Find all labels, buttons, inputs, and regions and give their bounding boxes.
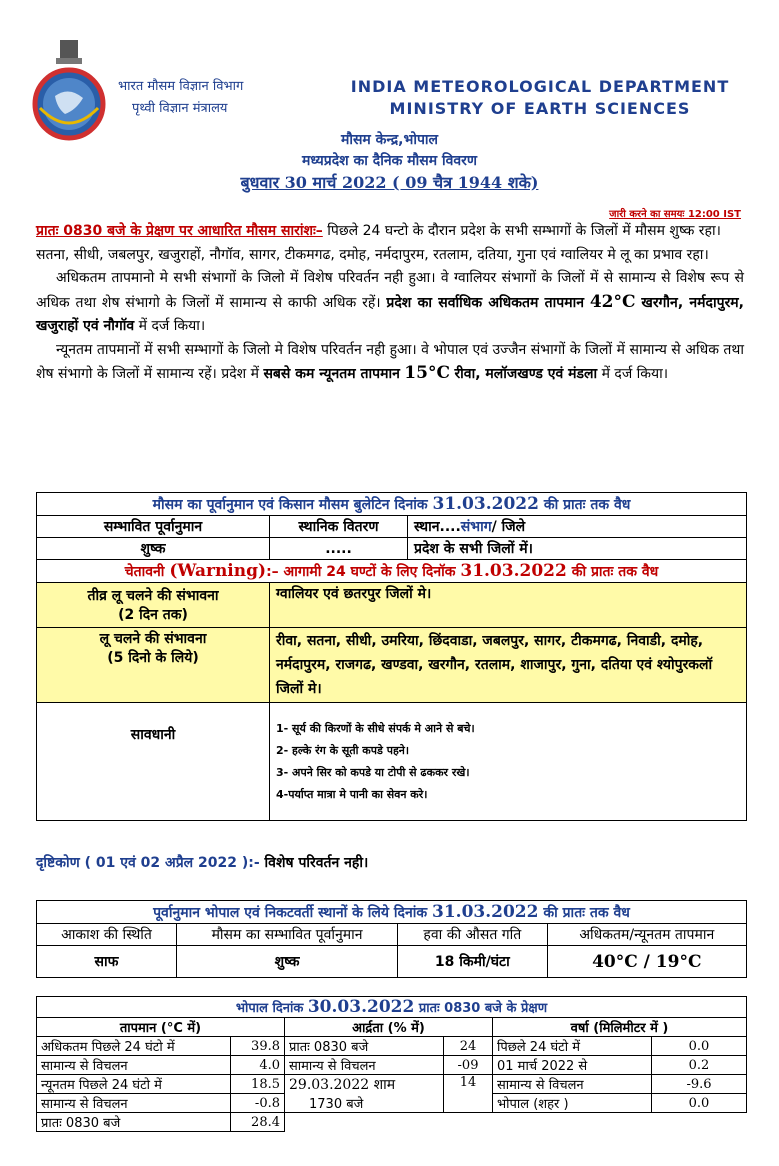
heatwave-label: लू चलने की संभावना (5 दिनो के लिये): [37, 628, 270, 703]
temp-value: -0.8: [231, 1094, 285, 1113]
centre-name: मौसम केन्द्र,भोपाल: [340, 132, 439, 148]
humidity-header: आर्द्रता (% में): [285, 1018, 493, 1037]
hindi-ministry-name: पृथ्वी विज्ञान मंत्रालय: [132, 101, 228, 116]
imd-emblem-icon: [30, 38, 108, 142]
warning-title: चेतावनी (Warning):– आगामी 24 घण्टों के लिए दिनॉक 31.03.2022 की प्रातः तक वैध: [37, 560, 747, 583]
report-title: मध्यप्रदेश का दैनिक मौसम विवरण: [301, 153, 477, 169]
humidity-value: 24: [444, 1037, 493, 1056]
precaution-item: 3- अपने सिर को कपडे या टोपी से ढककर रखे।: [276, 765, 470, 779]
summary-p3-end: में दर्ज किया।: [138, 318, 206, 334]
hindi-dept-name: भारत मौसम विज्ञान विभाग: [118, 79, 244, 94]
outlook-label: दृष्टिकोण ( 01 एवं 02 अप्रैल 2022 ):-: [36, 855, 260, 871]
temp-label: प्रातः 0830 बजे: [37, 1113, 231, 1132]
weather-value: शुष्क: [177, 946, 398, 978]
precaution-label: सावधानी: [37, 703, 270, 821]
temp-value: 18.5: [231, 1075, 285, 1094]
rain-value: 0.2: [652, 1056, 747, 1075]
weather-summary: [36, 220, 744, 387]
place-value: प्रदेश के सभी जिलों में।: [408, 538, 747, 560]
wind-value: 18 किमी/घंटा: [398, 946, 547, 978]
temps-value: 40°C / 19°C: [547, 946, 746, 978]
weather-header: मौसम का सम्भावित पूर्वानुमान: [177, 924, 398, 946]
distribution-value: .....: [270, 538, 408, 560]
sky-header: आकाश की स्थिति: [37, 924, 177, 946]
forecast-value: शुष्क: [37, 538, 270, 560]
humidity-label: सामान्य से विचलन: [285, 1056, 444, 1075]
summary-p4: न्यूनतम तापमानों में सभी सम्भागों के जिलो मे विशेष परिवर्तन नही हुआ। वे भोपाल एवं उज्जैन संभागों के जिलों में सामान्य से अधिक तथा शेष संभागो के जिलों में सामान्य रहें। प्रदेश में: [36, 341, 744, 382]
rain-value: 0.0: [652, 1037, 747, 1056]
summary-p2: सतना, सीधी, जबलपुर, खजुराहों, नौगॉव, सागर, टीकमगढ, दमोह, नर्मदापुरम, रतलाम, दतिया, गुना एवं ग्वालियर मे लू का प्रभाव रहा।: [36, 246, 709, 263]
temp-header: अधिकतम/न्यूनतम तापमान: [547, 924, 746, 946]
precaution-item: 4-पर्याप्त मात्रा मे पानी का सेवन करे।: [276, 787, 428, 801]
precaution-list: [270, 703, 747, 821]
rain-value: -9.6: [652, 1075, 747, 1094]
col-distribution-header: स्थानिक वितरण: [270, 516, 408, 538]
sky-value: साफ: [37, 946, 177, 978]
outlook: [36, 853, 368, 872]
bhopal-observation-table: [36, 996, 747, 1132]
temp-value: 28.4: [231, 1113, 285, 1132]
humidity-label: 29.03.2022 शाम 1730 बजे: [285, 1075, 444, 1113]
rain-label: सामान्य से विचलन: [493, 1075, 652, 1094]
rain-label: 01 मार्च 2022 से: [493, 1056, 652, 1075]
temp-value: 4.0: [231, 1056, 285, 1075]
heatwave-places: रीवा, सतना, सीधी, उमरिया, छिंदवाडा, जबलपुर, सागर, टीकमगढ, निवाडी, दमोह, नर्मदापुरम, राजगढ, खण्डवा, खरगौन, रतलाम, शाजापुर, गुना, दतिया एवं श्योपुरकलॉ जिलों मे।: [270, 628, 747, 703]
wind-header: हवा की औसत गति: [398, 924, 547, 946]
rain-value: 0.0: [652, 1094, 747, 1113]
temp-label: सामान्य से विचलन: [37, 1056, 231, 1075]
min-temp-places: रीवा, मलॉजखण्ड एवं मंडला: [454, 366, 598, 382]
humidity-label: प्रातः 0830 बजे: [285, 1037, 444, 1056]
english-dept-name: INDIA METEOROLOGICAL DEPARTMENT: [350, 77, 730, 96]
temperature-header: तापमान (°C में): [37, 1018, 285, 1037]
summary-p3: अधिकतम तापमानो मे सभी संभागों के जिलो में विशेष परिवर्तन नही हुआ। वे ग्वालियर संभागों के जिलों में से सामान्य से विशेष रूप से अधिक तथा शेष संभागो के जिलों में सामान्य से काफी अधिक रहें।: [36, 270, 744, 311]
humidity-value: -09: [444, 1056, 493, 1075]
max-temp-value: 42°C: [589, 291, 636, 312]
humidity-value: 14: [444, 1075, 493, 1113]
severe-heatwave-label: तीव्र लू चलने की संभावना (2 दिन तक): [37, 583, 270, 628]
min-temp-value: 15°C: [404, 363, 450, 383]
rain-label: पिछले 24 घंटो में: [493, 1037, 652, 1056]
bhopal-forecast-table: [36, 900, 747, 978]
report-date: बुधवार 30 मार्च 2022 ( 09 चैत्र 1944 शके): [240, 173, 539, 192]
summary-heading: प्रातः 0830 बजे के प्रेक्षण पर आधारित मौसम सारांशः–: [36, 223, 323, 239]
issued-time: जारी करने का समयः 12:00 IST: [609, 209, 741, 220]
english-ministry-name: MINISTRY OF EARTH SCIENCES: [389, 99, 691, 118]
temp-value: 39.8: [231, 1037, 285, 1056]
max-temp-label: प्रदेश का सर्वाधिक अधिकतम तापमान: [386, 294, 584, 311]
rain-label: भोपाल (शहर ): [493, 1094, 652, 1113]
observation-title: भोपाल दिनांक 30.03.2022 प्रातः 0830 बजे के प्रेक्षण: [37, 997, 747, 1018]
temp-label: सामान्य से विचलन: [37, 1094, 231, 1113]
temp-label: न्यूनतम पिछले 24 घंटो में: [37, 1075, 231, 1094]
summary-p1: पिछले 24 घन्टो के दौरान प्रदेश के सभी सम्भागों के जिलों में मौसम शुष्क रहा।: [327, 223, 721, 239]
outlook-text: विशेष परिवर्तन नही।: [264, 855, 369, 871]
bhopal-forecast-title: पूर्वानुमान भोपाल एवं निकटवर्ती स्थानों के लिये दिनांक 31.03.2022 की प्रातः तक वैध: [37, 901, 747, 924]
forecast-warning-table: [36, 492, 747, 821]
precaution-item: 2- हल्के रंग के सूती कपडे पहने।: [276, 743, 410, 757]
max-temp-places: खरगौन, नर्मदापुरम, खजुराहों एवं नौगॉव: [36, 294, 744, 334]
temp-label: अधिकतम पिछले 24 घंटो में: [37, 1037, 231, 1056]
rainfall-header: वर्षा (मिलिमीटर में ): [493, 1018, 747, 1037]
col-place-header: स्थान....संभाग/ जिले: [408, 516, 747, 538]
col-forecast-header: सम्भावित पूर्वानुमान: [37, 516, 270, 538]
summary-p4-end: में दर्ज किया।: [601, 366, 669, 382]
forecast-table-title: मौसम का पूर्वानुमान एवं किसान मौसम बुलेटिन दिनांक 31.03.2022 की प्रातः तक वैध: [37, 493, 747, 516]
min-temp-label: सबसे कम न्यूनतम तापमान: [263, 366, 400, 382]
severe-heatwave-places: ग्वालियर एवं छतरपुर जिलों मे।: [270, 583, 747, 628]
precaution-item: 1- सूर्य की किरणों के सीधे संपर्क मे आने से बचे।: [276, 721, 475, 735]
